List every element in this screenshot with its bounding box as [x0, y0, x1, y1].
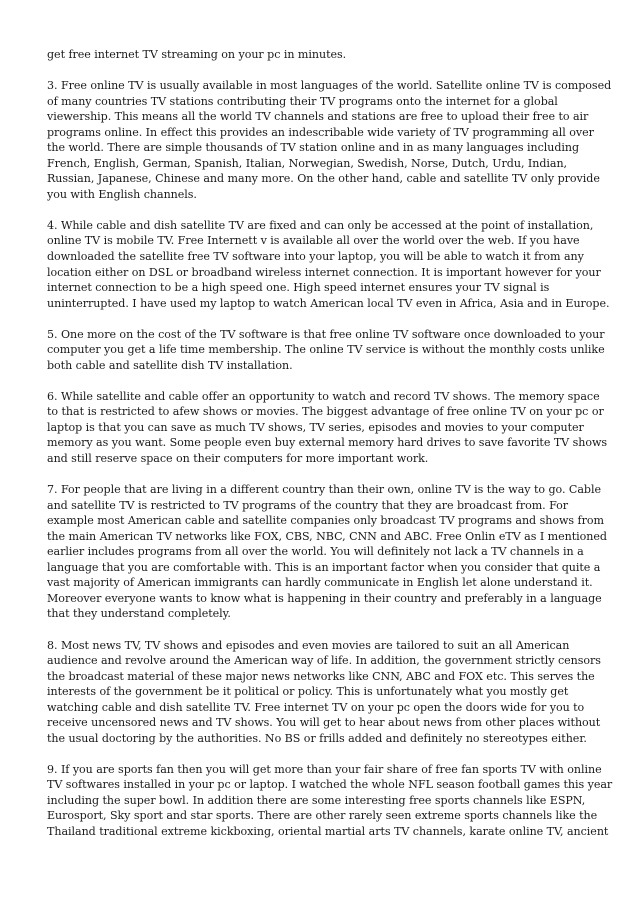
text-line: example most American cable and satellite companies only broadcast TV programs and shows from	[47, 514, 604, 528]
paragraph-point-3	[47, 78, 612, 202]
text-line: 7. For people that are living in a different country than their own, online TV is the way to go. Cable	[47, 483, 601, 497]
text-line: interests of the government be it political or policy. This is unfortunately what you mostly get	[47, 685, 569, 699]
text-line: get free internet TV streaming on your pc in minutes.	[47, 48, 347, 61]
document-page	[47, 47, 613, 855]
text-line: Thailand traditional extreme kickboxing, oriental martial arts TV channels, karate online TV, ancient	[47, 825, 609, 839]
text-line: viewership. This means all the world TV channels and stations are free to upload their free to air	[47, 110, 589, 124]
text-line: of many countries TV stations contributing their TV programs onto the internet for a global	[47, 94, 558, 108]
text-line: the broadcast material of these major news networks like CNN, ABC and FOX etc. This serves the	[47, 669, 595, 683]
text-line: French, English, German, Spanish, Italian, Norwegian, Swedish, Norse, Dutch, Urdu, Indian,	[47, 156, 568, 170]
text-line: audience and revolve around the American way of life. In addition, the government strictly censors	[47, 654, 601, 668]
text-line: 5. One more on the cost of the TV software is that free online TV software once downloaded to your	[47, 327, 605, 341]
text-line: memory as you want. Some people even buy external memory hard drives to save favorite TV shows	[47, 436, 608, 450]
text-line: 4. While cable and dish satellite TV are fixed and can only be accessed at the point of installation,	[47, 218, 594, 232]
text-line: and still reserve space on their computers for more important work.	[47, 452, 429, 466]
text-line: to that is restricted to afew shows or movies. The biggest advantage of free online TV on your pc or	[47, 405, 604, 419]
text-line: laptop is that you can save as much TV shows, TV series, episodes and movies to your computer	[47, 420, 584, 434]
text-line: Eurosport, Sky sport and star sports. There are other rarely seen extreme sports channels like the	[47, 809, 598, 823]
text-line: vast majority of American immigrants can hardly communicate in English let alone understand it.	[47, 576, 593, 590]
text-line: TV softwares installed in your pc or laptop. I watched the whole NFL season football games this year	[47, 778, 613, 792]
text-line: that they understand completely.	[47, 607, 231, 621]
text-line: you with English channels.	[47, 187, 197, 201]
paragraph-intro-continuation	[47, 47, 599, 63]
text-line: the main American TV networks like FOX, CBS, NBC, CNN and ABC. Free Onlin eTV as I mentioned	[47, 529, 607, 543]
text-line: including the super bowl. In addition there are some interesting free sports channels like ESPN,	[47, 793, 586, 807]
text-line: Moreover everyone wants to know what is happening in their country and preferably in a language	[47, 591, 602, 605]
text-line: language that you are comfortable with. This is an important factor when you consider that quite a	[47, 560, 601, 574]
text-line: programs online. In effect this provides an indescribable wide variety of TV programming all over	[47, 125, 594, 139]
text-line: location either on DSL or broadband wireless internet connection. It is important however for your	[47, 265, 601, 279]
text-line: 8. Most news TV, TV shows and episodes and even movies are tailored to suit an all American	[47, 638, 570, 652]
paragraph-point-7	[47, 482, 607, 622]
text-line: both cable and satellite dish TV installation.	[47, 358, 293, 372]
paragraph-point-6	[47, 389, 608, 467]
text-line: receive uncensored news and TV shows. You will get to hear about news from other places without	[47, 716, 601, 730]
text-line: the world. There are simple thousands of TV station online and in as many languages including	[47, 141, 580, 155]
text-line: online TV is mobile TV. Free Internett v is available all over the world over the web. If you have	[47, 234, 580, 248]
text-line: earlier includes programs from all over the world. You will definitely not lack a TV channels in a	[47, 545, 584, 559]
paragraph-point-9	[47, 762, 613, 840]
paragraph-point-8	[47, 638, 599, 747]
text-line: 9. If you are sports fan then you will get more than your fair share of free fan sports TV with online	[47, 762, 602, 776]
text-line: uninterrupted. I have used my laptop to watch American local TV even in Africa, Asia and in Europe.	[47, 296, 610, 310]
text-line: computer you get a life time membership. The online TV service is without the monthly costs unlike	[47, 343, 605, 357]
text-line: 3. Free online TV is usually available in most languages of the world. Satellite online TV is composed	[47, 79, 612, 93]
text-line: Russian, Japanese, Chinese and many more. On the other hand, cable and satellite TV only provide	[47, 172, 600, 186]
paragraph-point-4	[47, 218, 610, 311]
text-line: the usual doctoring by the authorities. No BS or frills added and definitely no stereotypes either.	[47, 731, 587, 745]
text-line: downloaded the satellite free TV software into your laptop, you will be able to watch it from any	[47, 250, 584, 264]
paragraph-point-5	[47, 327, 605, 374]
text-line: 6. While satellite and cable offer an opportunity to watch and record TV shows. The memory space	[47, 389, 600, 403]
text-line: internet connection to be a high speed one. High speed internet ensures your TV signal is	[47, 281, 550, 295]
text-line: and satellite TV is restricted to TV programs of the country that they are broadcast from. For	[47, 498, 569, 512]
text-line: watching cable and dish satellite TV. Free internet TV on your pc open the doors wide for you to	[47, 700, 585, 714]
